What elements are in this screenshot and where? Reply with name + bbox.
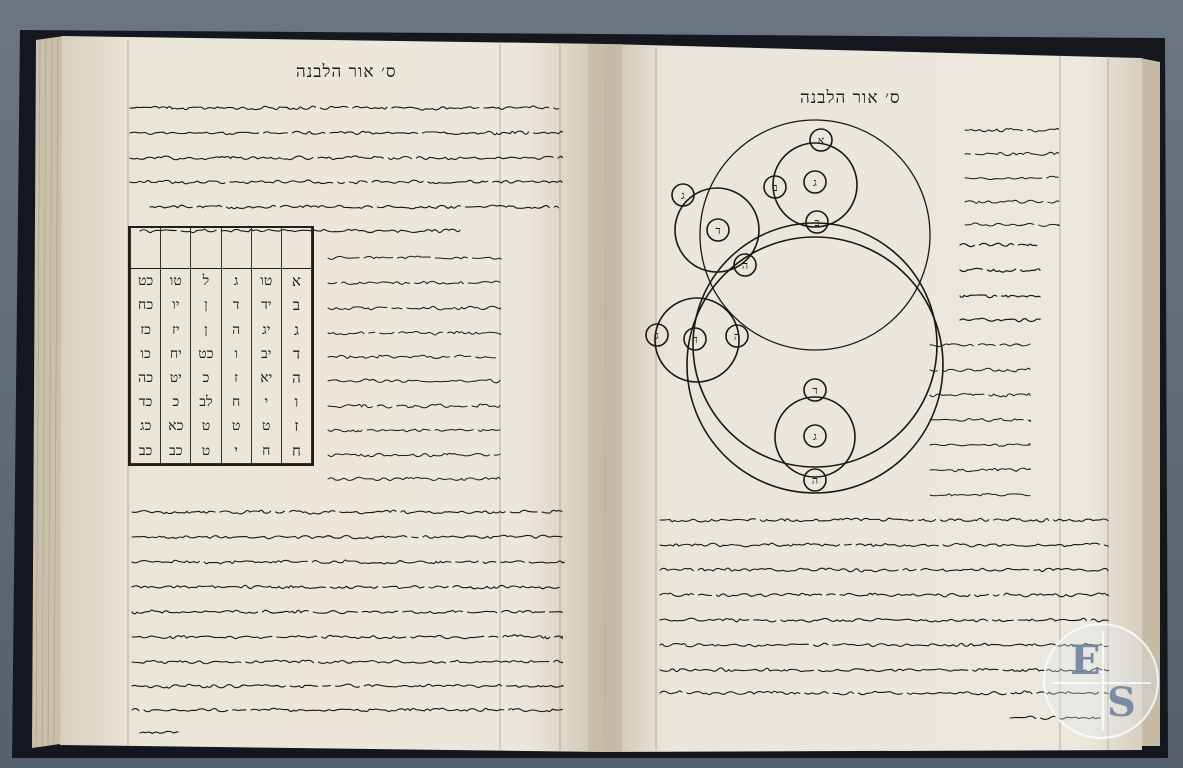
table-cell: כט <box>191 342 221 366</box>
table-cell: לב <box>191 390 221 414</box>
table-note-row <box>131 463 312 464</box>
table-cell: א <box>281 269 311 294</box>
svg-text:ב: ב <box>772 181 778 194</box>
table-cell: ל <box>191 269 221 294</box>
table-cell: יח <box>161 342 191 366</box>
table-header-cell <box>221 228 251 269</box>
table-cell: כט <box>131 269 161 294</box>
table-cell: יו <box>161 293 191 317</box>
table-cell: יא <box>251 366 281 390</box>
table-note-cell <box>131 463 161 464</box>
svg-text:ג: ג <box>813 430 817 443</box>
table-cell: ה <box>221 318 251 342</box>
table-cell: י <box>251 390 281 414</box>
table-cell: כא <box>161 414 191 438</box>
table-cell: ג <box>281 318 311 342</box>
table-row <box>131 366 312 390</box>
table-cell: כו <box>131 342 161 366</box>
right-page-heading: ס׳ אור הלבנה <box>800 88 901 108</box>
table-cell: טו <box>251 269 281 294</box>
table-row <box>131 439 312 464</box>
table-cell: יד <box>251 293 281 317</box>
stamp-letter-e: E <box>1070 637 1101 684</box>
table-cell: כג <box>131 414 161 438</box>
table-row <box>131 318 312 342</box>
svg-text:א: א <box>817 134 825 147</box>
table-row <box>131 269 312 294</box>
table-note-cell <box>161 463 191 464</box>
svg-text:ג: ג <box>681 189 685 202</box>
svg-text:ב: ב <box>814 216 820 229</box>
table-header-cell <box>131 228 161 269</box>
table-cell: ט <box>221 414 251 438</box>
gutter-shadow <box>588 44 622 752</box>
stamp-letter-s: S <box>1107 679 1136 726</box>
table-cell: ט <box>191 439 221 464</box>
table-cell: ח <box>221 390 251 414</box>
table-cell: ד <box>281 342 311 366</box>
table-cell: כב <box>131 439 161 464</box>
table-header-cell <box>251 228 281 269</box>
table-cell: ג <box>221 269 251 294</box>
svg-text:ה: ה <box>733 330 741 343</box>
table-cell: טו <box>161 269 191 294</box>
table-row <box>131 342 312 366</box>
svg-text:ד: ד <box>812 384 818 397</box>
table-cell: כ <box>191 366 221 390</box>
table-cell: ו <box>221 342 251 366</box>
table-cell: כ <box>161 390 191 414</box>
table-cell: ן <box>191 293 221 317</box>
table-note-cell <box>251 463 281 464</box>
svg-text:ה: ה <box>811 474 819 487</box>
table-row <box>131 390 312 414</box>
table-cell: כד <box>131 390 161 414</box>
table-cell: יב <box>251 342 281 366</box>
stamp-crosshair-h <box>1051 682 1151 684</box>
svg-text:ה: ה <box>741 259 749 272</box>
table-cell: ב <box>281 293 311 317</box>
table-cell: ט <box>191 414 221 438</box>
calendar-table <box>128 226 314 466</box>
table-cell: ן <box>191 318 221 342</box>
table-header-cell <box>161 228 191 269</box>
table-cell: ח <box>281 439 311 464</box>
svg-text:ד: ד <box>692 333 698 346</box>
table-note-cell <box>281 463 311 464</box>
table-cell: ז <box>221 366 251 390</box>
table-cell: כב <box>161 439 191 464</box>
left-page-heading: ס׳ אור הלבנה <box>296 62 397 82</box>
table-header-cell <box>281 228 311 269</box>
table-cell: ח <box>251 439 281 464</box>
table-header-row <box>131 228 312 269</box>
table-cell: כז <box>131 318 161 342</box>
table-note-cell <box>191 463 221 464</box>
table-cell: כח <box>131 293 161 317</box>
table-cell: יג <box>251 318 281 342</box>
table-cell: ה <box>281 366 311 390</box>
table-cell: י <box>221 439 251 464</box>
watermark-stamp <box>1043 623 1159 739</box>
stamp-crosshair-v <box>1102 631 1104 731</box>
svg-text:ג: ג <box>655 329 659 342</box>
svg-text:ג: ג <box>813 176 817 189</box>
table-note-cell <box>221 463 251 464</box>
table-cell: ז <box>281 414 311 438</box>
svg-text:ד: ד <box>715 224 721 237</box>
table-cell: יט <box>161 366 191 390</box>
table-cell: ו <box>281 390 311 414</box>
table-row <box>131 293 312 317</box>
table-cell: ט <box>251 414 281 438</box>
table-header-cell <box>191 228 221 269</box>
table-cell: יז <box>161 318 191 342</box>
table-cell: ד <box>221 293 251 317</box>
table-row <box>131 414 312 438</box>
table-cell: כה <box>131 366 161 390</box>
